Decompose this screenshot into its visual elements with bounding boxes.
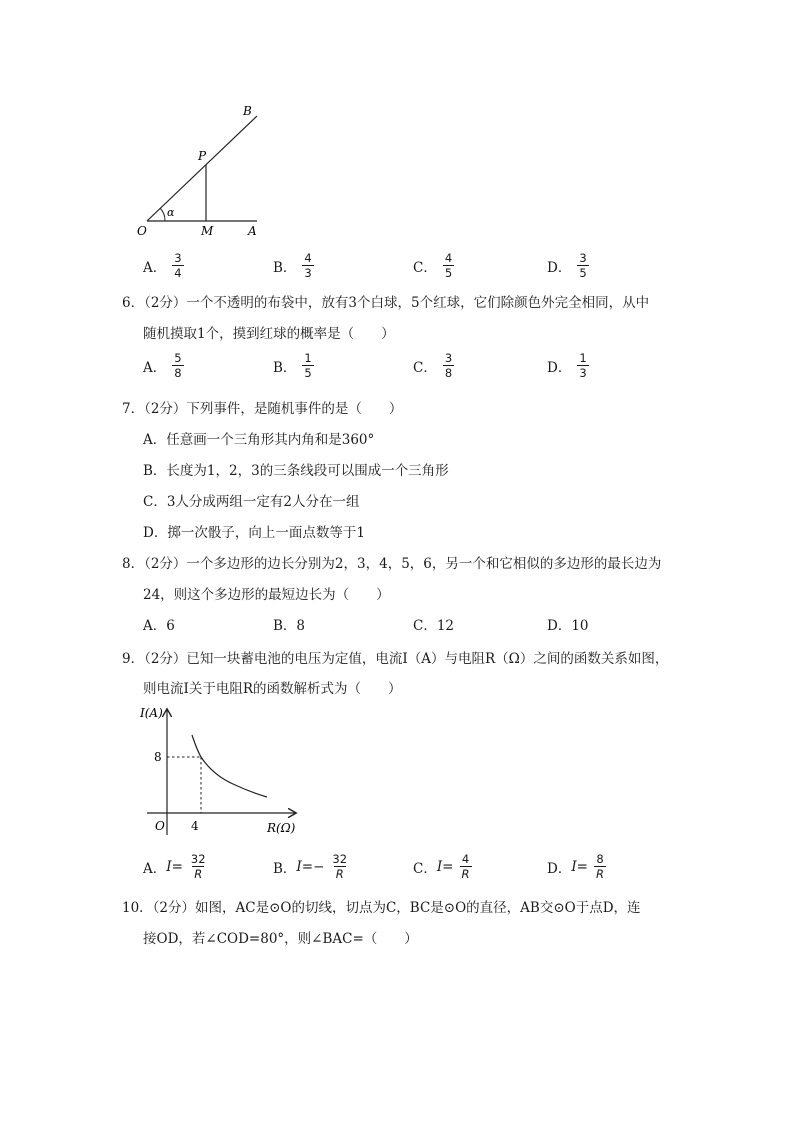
current-resistance-graph [135, 700, 310, 845]
q7-option-d[interactable]: D．掷一次骰子，向上一面点数等于1 [143, 525, 365, 541]
q9-stem-line2: 则电流I关于电阻R的函数解析式为（ ） [143, 681, 402, 697]
q6-stem-line1: 6．（2分）一个不透明的布袋中，放有3个白球，5个红球，它们除颜色外完全相同，从中 [122, 295, 650, 311]
q6-option-a[interactable]: A． $\frac{5}{8}$ [143, 351, 182, 380]
q5-option-c[interactable]: C． $\frac{4}{5}$ [413, 251, 453, 280]
q9-option-c[interactable]: C． I= $\frac{4}{R}$ [413, 852, 470, 881]
q6-option-d[interactable]: D． $\frac{1}{3}$ [547, 351, 587, 380]
q9-option-a[interactable]: A． I= $\frac{32}{R}$ [143, 852, 206, 881]
label-B: B [243, 104, 252, 118]
y-axis-label: I(A) [140, 706, 163, 720]
q8-stem-line1: 8．（2分）一个多边形的边长分别为2，3，4，5，6，另一个和它相似的多边形的最长边为 [122, 556, 662, 572]
q7-stem-line1: 7．（2分）下列事件，是随机事件的是（ ） [122, 401, 403, 417]
q5-option-a[interactable]: A． $\frac{3}{4}$ [143, 251, 182, 280]
q8-stem-line2: 24，则这个多边形的最短边长为（ ） [143, 587, 390, 603]
label-alpha: α [167, 206, 175, 219]
q9-option-b[interactable]: B． I= − $\frac{32}{R}$ [273, 852, 348, 881]
q6-option-b[interactable]: B． $\frac{1}{5}$ [273, 351, 312, 380]
q8-option-d[interactable]: D．10 [547, 618, 589, 634]
q8-option-b[interactable]: B．8 [273, 618, 306, 634]
hyperbola-curve [192, 735, 267, 797]
q6-option-c[interactable]: C． $\frac{3}{8}$ [413, 351, 453, 380]
q6-stem-line2: 随机摸取1个，摸到红球的概率是（ ） [143, 326, 395, 342]
q9-stem-line1: 9．（2分）已知一块蓄电池的电压为定值，电流I（A）与电阻R（Ω）之间的函数关系如图， [122, 651, 669, 667]
q5-option-b[interactable]: B． $\frac{4}{3}$ [273, 251, 312, 280]
q8-option-a[interactable]: A．6 [143, 618, 175, 634]
q8-option-c[interactable]: C．12 [413, 618, 455, 634]
x-axis-label: R(Ω) [267, 821, 296, 835]
q5-option-d[interactable]: D． $\frac{3}{5}$ [547, 251, 587, 280]
q7-option-b[interactable]: B．长度为1，2，3的三条线段可以围成一个三角形 [143, 463, 449, 479]
q9-option-d[interactable]: D． I= $\frac{8}{R}$ [547, 852, 604, 881]
y-tick-8: 8 [154, 750, 162, 764]
label-M: M [201, 224, 214, 238]
q10-stem-line1: 10．（2分）如图，AC是⊙O的切线，切点为C，BC是⊙O的直径，AB交⊙O于点D，连 [122, 900, 641, 916]
label-A: A [248, 224, 257, 238]
q7-option-c[interactable]: C．3人分成两组一定有2人分在一组 [143, 494, 360, 510]
q7-option-a[interactable]: A．任意画一个三角形其内角和是360° [143, 432, 375, 448]
q10-stem-line2: 接OD，若∠COD=80°，则∠BAC=（ ） [143, 931, 418, 947]
label-P: P [198, 149, 207, 163]
label-O: O [137, 224, 147, 238]
origin-label: O [155, 819, 165, 833]
x-tick-4: 4 [191, 819, 199, 833]
angle-figure [125, 100, 285, 240]
